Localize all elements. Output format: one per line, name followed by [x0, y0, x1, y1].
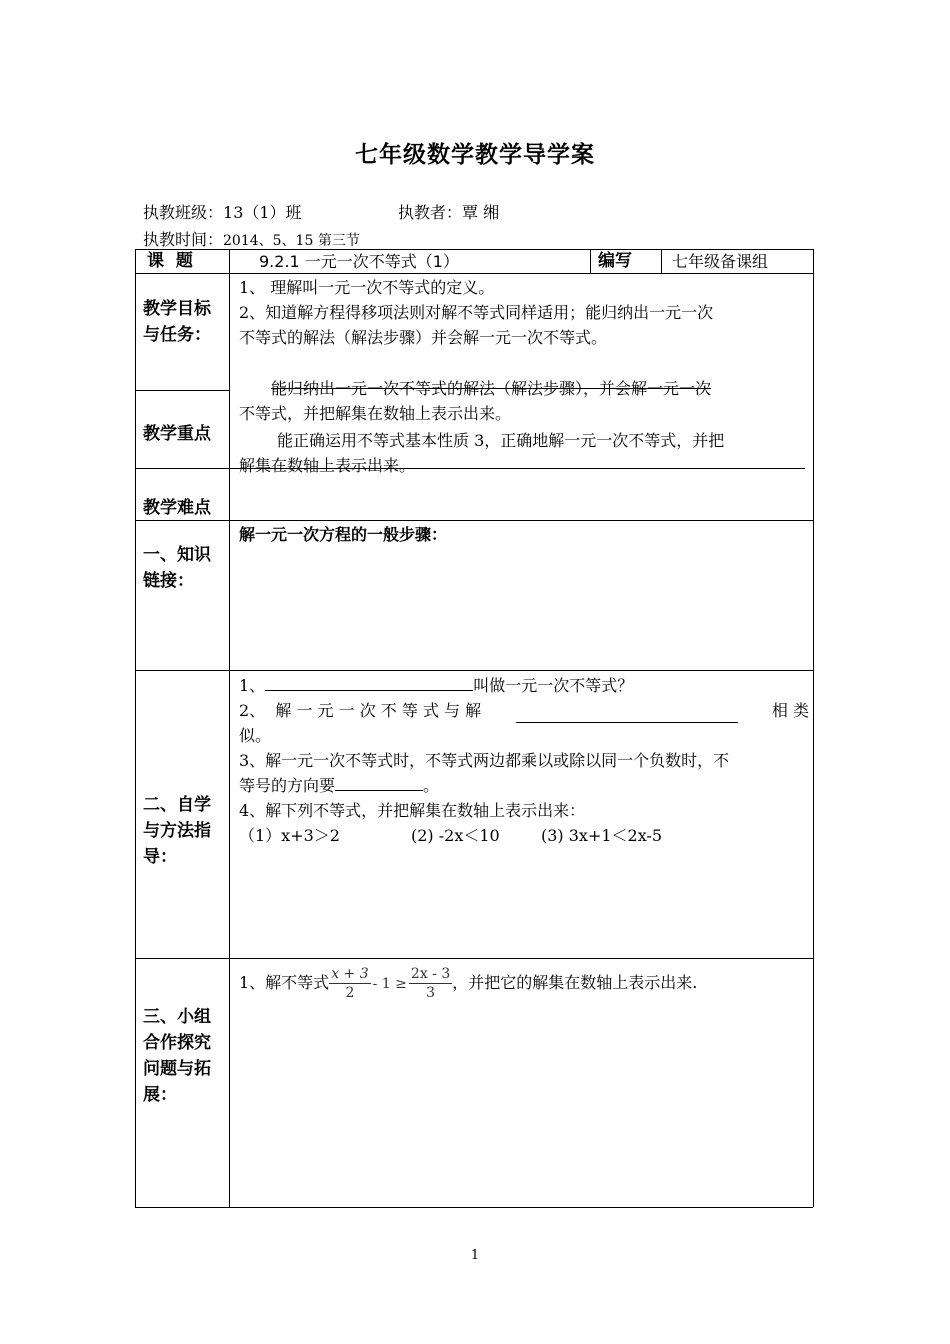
blank-3[interactable]	[335, 773, 423, 791]
time-value: 2014、5、15 第三节	[223, 233, 360, 249]
exercise-row	[239, 823, 809, 848]
key-points-label: 教学重点	[143, 424, 211, 444]
key-point-line-1: 能归纳出一元一次不等式的解法（解法步骤），并会解一元一次	[271, 379, 712, 398]
self-study-label: 二、自学 与方法指 导：	[143, 795, 211, 867]
editor-label: 编写	[598, 251, 632, 271]
time-label: 执教时间：	[143, 230, 224, 249]
objectives-label: 教学目标 与任务：	[143, 299, 211, 345]
knowledge-label: 一、知识 链接：	[143, 545, 211, 591]
class-label: 执教班级：	[143, 203, 224, 222]
page-title: 七年级数学教学导学案	[355, 142, 595, 168]
question-2: 2、 解 一 元 一 次 不 等 式 与 解 相 类	[239, 698, 809, 723]
group-label: 三、小组 合作探究 问题与拓 展：	[143, 1007, 211, 1105]
difficulties-label: 教学难点	[143, 498, 211, 518]
objective-item-1: 1、 理解叫一元一次不等式的定义。	[239, 278, 495, 297]
topic-label: 课 题	[147, 251, 193, 271]
class-value: 13（1）班	[223, 203, 302, 222]
key-points-content	[239, 376, 809, 478]
objective-item-2b: 不等式的解法（解法步骤）并会解一元一次不等式。	[239, 328, 608, 347]
editor-value: 七年级备课组	[672, 252, 769, 271]
question-1: 1、 叫做一元一次不等式？	[239, 673, 809, 698]
question-3a: 3、解一元一次不等式时，不等式两边都乘以或除以同一个负数时，不	[239, 751, 730, 770]
fraction-2: $\frac{2x - 3}{3}$	[410, 966, 451, 1001]
page-number: 1	[470, 1248, 480, 1263]
class-info	[143, 200, 302, 223]
teacher-value: 覃 缃	[462, 203, 500, 222]
fraction-1: $\frac{x + 3}{2}$	[331, 966, 369, 1001]
key-point-line-4: 解集在数轴上表示出来。	[239, 456, 416, 475]
objectives-content	[239, 275, 809, 350]
question-4: 4、解下列不等式，并把解集在数轴上表示出来：	[239, 801, 586, 820]
self-study-content	[239, 673, 809, 848]
blank-2[interactable]	[516, 705, 738, 723]
exercise-3: (3) 3x+1＜2x-5	[541, 826, 663, 845]
question-3b: 等号的方向要 。	[239, 773, 809, 798]
blank-1[interactable]	[265, 673, 473, 691]
exercise-1: （1）x+3＞2	[239, 826, 340, 845]
question-2-tail: 似。	[239, 726, 272, 745]
key-point-line-3: 能正确运用不等式基本性质 3，正确地解一元一次不等式，并把	[277, 431, 725, 450]
teacher-info	[398, 200, 499, 223]
exercise-2: (2) -2x＜10	[411, 826, 500, 845]
time-info	[143, 227, 360, 250]
group-problem: 1、解不等式 $\frac{x + 3}{2}$ - 1 ≥ $\frac{2x - 3}{3}$ ，并把它的解集在数轴上表示出来.	[239, 966, 698, 1001]
teacher-label: 执教者：	[398, 203, 463, 222]
topic-value: 9.2.1 一元一次不等式（1）	[259, 252, 459, 271]
key-point-line-2: 不等式，并把解集在数轴上表示出来。	[239, 404, 512, 423]
knowledge-content: 解一元一次方程的一般步骤：	[239, 525, 448, 544]
objective-item-2a: 2、知道解方程得移项法则对解不等式同样适用；能归纳出一元一次	[239, 303, 714, 322]
